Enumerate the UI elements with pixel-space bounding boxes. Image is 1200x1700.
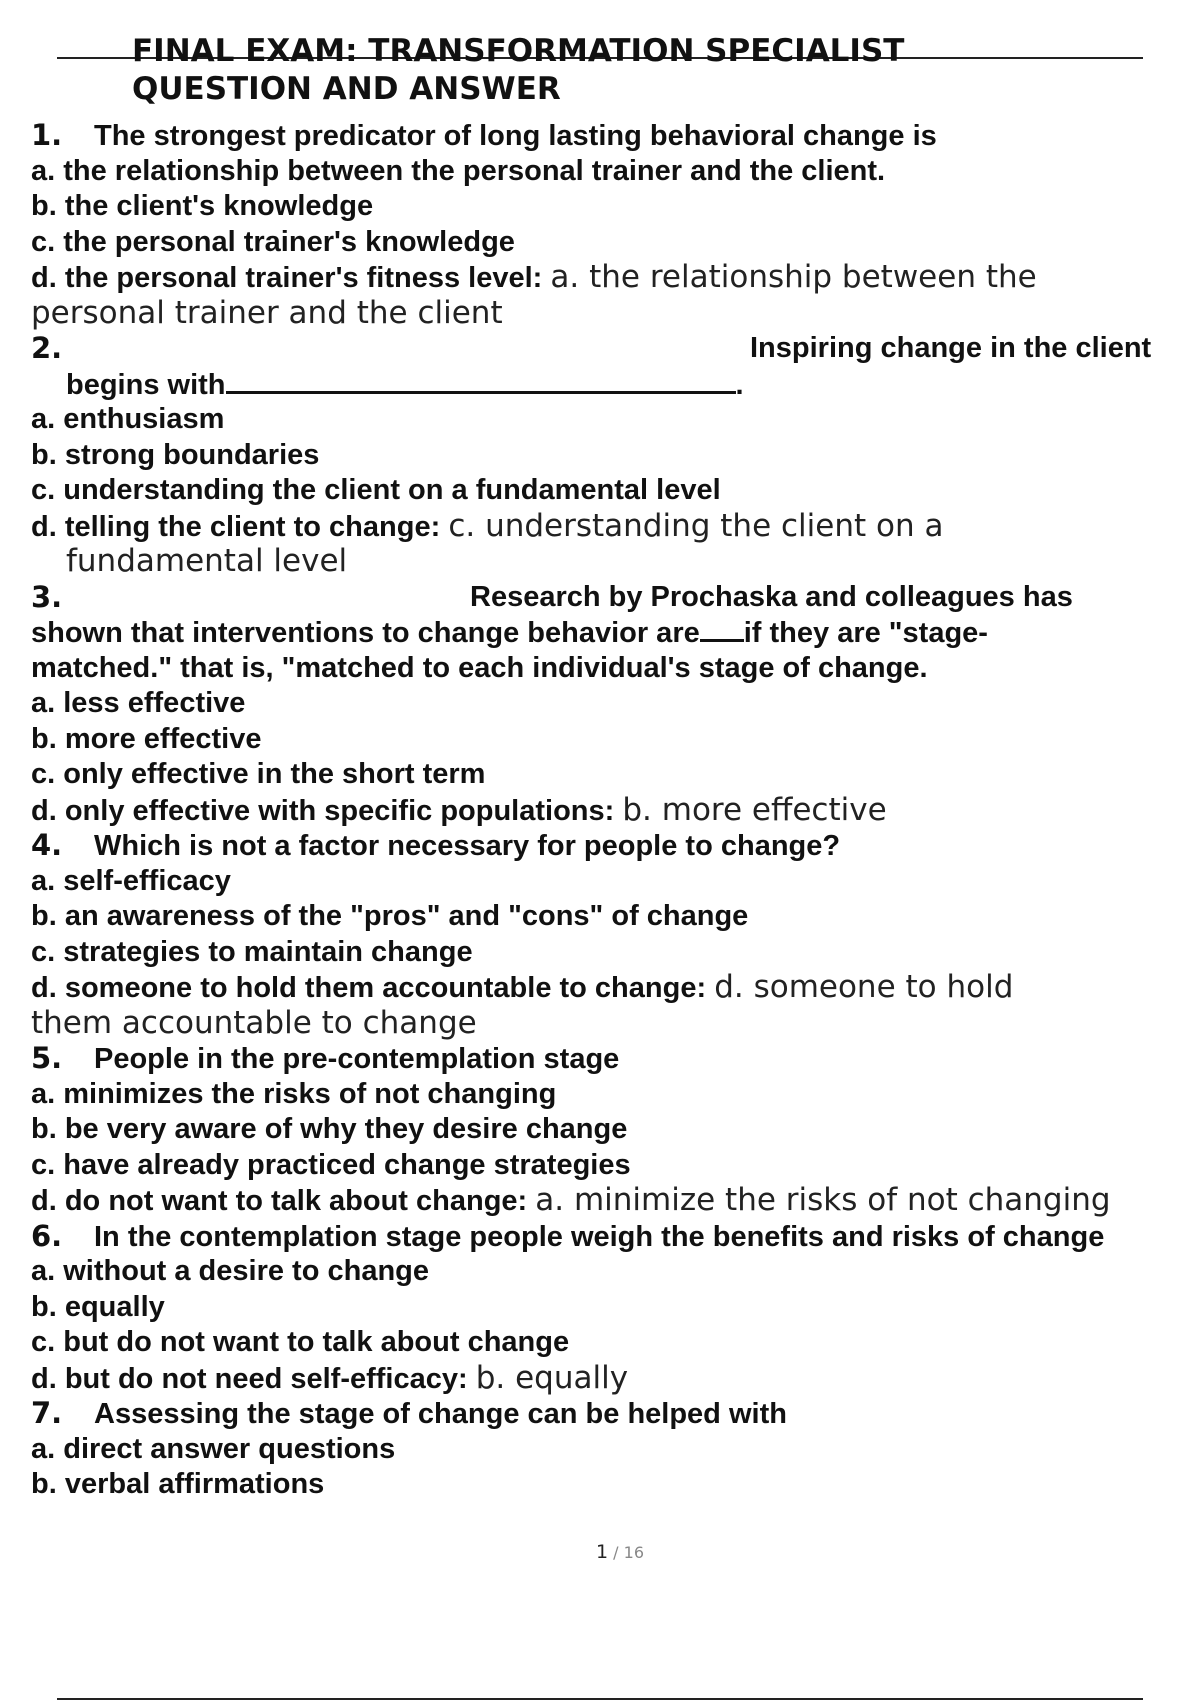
question-1-option-b: b. the client's knowledge (31, 190, 374, 222)
question-6-option-a: a. without a desire to change (31, 1255, 430, 1287)
question-2-answer-cont (31, 544, 1200, 580)
question-6-option-c: c. but do not want to talk about change (31, 1326, 570, 1358)
question-1-answer-cont (31, 296, 1200, 332)
question-6-stem (31, 1219, 1200, 1255)
page-current: 1 (595, 1541, 609, 1563)
question-6-option-d (31, 1361, 1200, 1397)
question-5-option-d-text: d. do not want to talk about change: (31, 1185, 528, 1217)
question-3-text: Research by Prochaska and colleagues has (470, 580, 1073, 613)
question-6-option-b: b. equally (31, 1290, 165, 1323)
question-2-option-d-text: d. telling the client to change: (31, 510, 441, 543)
question-2-stem (31, 331, 1200, 367)
question-2-option-b: b. strong boundaries (31, 438, 320, 471)
question-5-answer: a. minimize the risks of not changing (535, 1182, 1111, 1218)
question-3-option-d-text: d. only effective with specific populations: (31, 794, 615, 827)
question-3-option-b: b. more effective (31, 722, 262, 755)
question-3-stem (31, 580, 1200, 616)
question-7-option-b: b. verbal affirmations (31, 1468, 325, 1500)
question-2-number: 2. (31, 331, 63, 365)
question-6-text: In the contemplation stage people weigh the benefits and risks of change (94, 1220, 1105, 1253)
question-7-stem (31, 1396, 1200, 1432)
question-3-text-cont: shown that interventions to change behavior are (31, 617, 700, 649)
question-5-option-c: c. have already practiced change strategies (31, 1148, 631, 1181)
question-1-option-c: c. the personal trainer's knowledge (31, 225, 515, 258)
question-7-option-a: a. direct answer questions (31, 1432, 396, 1465)
question-3-stem-end: matched." that is, "matched to each individual's stage of change. (31, 651, 928, 684)
question-4-stem (31, 828, 1200, 864)
question-4-text: Which is not a factor necessary for people to change? (94, 830, 841, 862)
question-4-answer-cont (31, 1006, 1200, 1042)
question-list (31, 118, 1200, 1503)
question-3-text-cont2: if they are "stage- (743, 617, 988, 649)
question-2-answer-text: fundamental level (66, 543, 348, 579)
question-6-answer: b. equally (475, 1359, 629, 1396)
question-1-option-d (31, 260, 1200, 296)
question-4-option-d (31, 970, 1200, 1006)
question-6-option-d-text: d. but do not need self-efficacy: (31, 1362, 468, 1395)
page-indicator (0, 1541, 1200, 1563)
question-3-number: 3. (31, 579, 63, 614)
question-5-option-a: a. minimizes the risks of not changing (31, 1077, 557, 1110)
question-4-answer-text: them accountable to change (31, 1004, 477, 1041)
question-3-option-c: c. only effective in the short term (31, 758, 486, 790)
question-4-option-a: a. self-efficacy (31, 864, 231, 897)
question-1-option-d-text: d. the personal trainer's fitness level: (31, 262, 543, 294)
question-1-answer-text: personal trainer and the client (31, 294, 503, 331)
question-7-number: 7. (31, 1396, 63, 1430)
question-2-option-c: c. understanding the client on a fundamental level (31, 474, 721, 506)
question-3-stem-cont (31, 615, 1200, 651)
question-2-period: . (735, 368, 744, 401)
exam-subtitle: QUESTION AND ANSWER (132, 71, 561, 107)
answer-blank (226, 367, 736, 394)
question-7-text: Assessing the stage of change can be helped with (94, 1398, 787, 1430)
question-2-text: Inspiring change in the client (750, 332, 1152, 364)
question-5-option-d (31, 1183, 1200, 1219)
question-4-option-b: b. an awareness of the "pros" and "cons" of change (31, 900, 749, 932)
question-5-text: People in the pre-contemplation stage (94, 1043, 620, 1075)
question-2-option-a: a. enthusiasm (31, 403, 225, 435)
question-3-option-a: a. less effective (31, 687, 246, 719)
question-6-number: 6. (31, 1218, 63, 1253)
question-1-text: The strongest predicator of long lasting behavioral change is (94, 120, 937, 152)
page-total: / 16 (613, 1543, 645, 1562)
exam-title: FINAL EXAM: TRANSFORMATION SPECIALIST (132, 33, 905, 69)
question-4-option-d-text: d. someone to hold them accountable to change: (31, 972, 707, 1004)
question-1-number: 1. (31, 118, 63, 152)
question-3-answer: b. more effective (622, 791, 887, 828)
question-2-stem-cont (31, 367, 1200, 403)
question-4-answer: d. someone to hold (714, 969, 1014, 1005)
question-2-text-cont: begins with (66, 368, 226, 401)
question-5-number: 5. (31, 1041, 63, 1075)
question-2-answer: c. understanding the client on a (448, 507, 944, 544)
question-1-answer: a. the relationship between the (550, 259, 1037, 295)
question-1-option-a: a. the relationship between the personal trainer and the client. (31, 154, 886, 187)
question-4-option-c: c. strategies to maintain change (31, 935, 473, 968)
question-5-option-b: b. be very aware of why they desire change (31, 1113, 628, 1145)
answer-blank (700, 615, 744, 642)
question-3-option-d (31, 793, 1200, 829)
question-5-stem (31, 1041, 1200, 1077)
question-2-option-d (31, 509, 1200, 545)
question-4-number: 4. (31, 828, 63, 862)
question-1-stem (31, 118, 1200, 154)
